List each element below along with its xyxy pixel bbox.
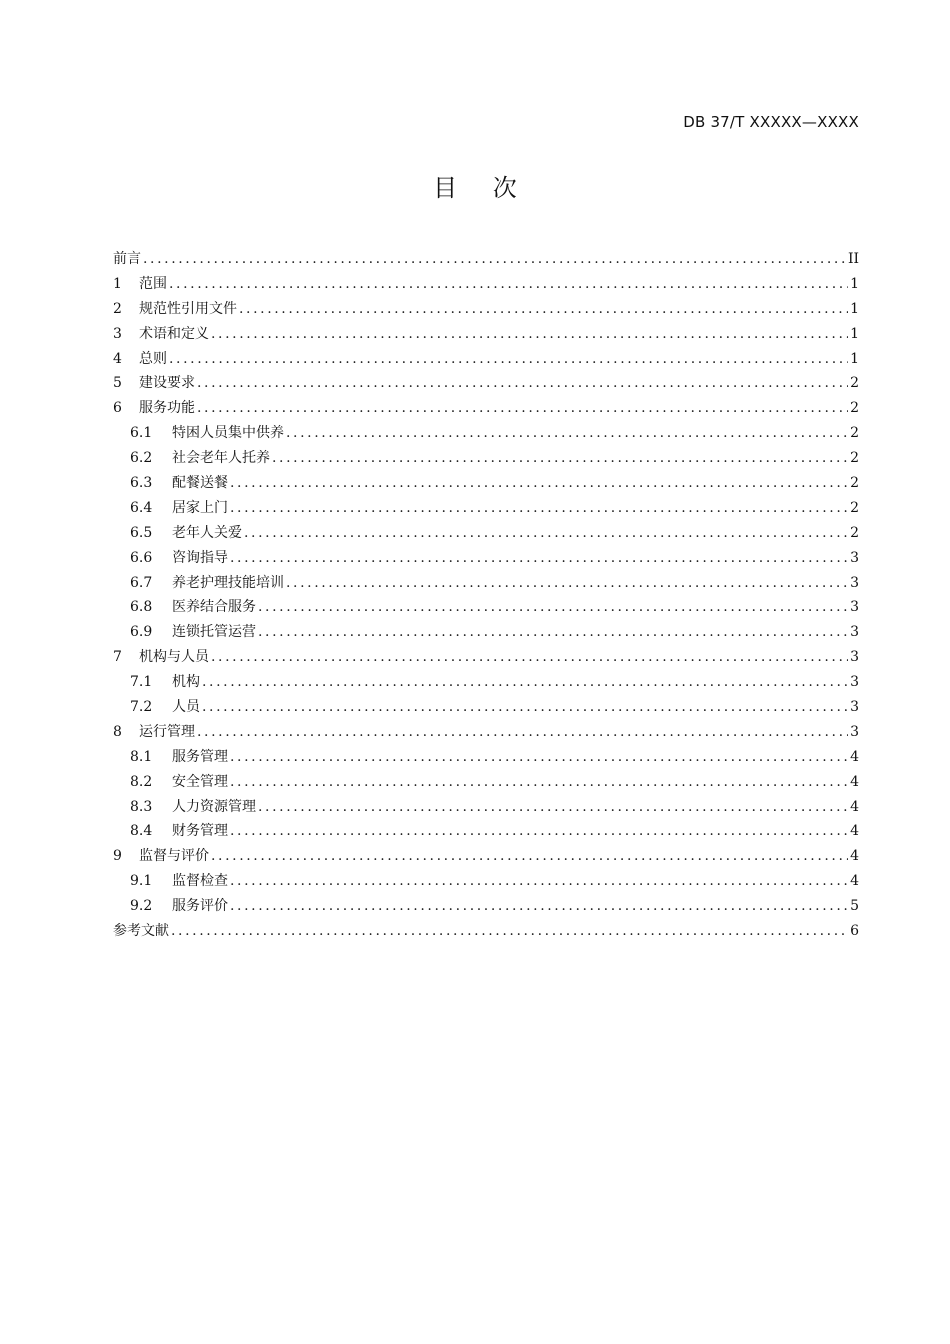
toc-dot-leader (169, 272, 848, 297)
toc-entry-label: 机构 (172, 674, 200, 691)
toc-entry-label: 建设要求 (139, 375, 195, 392)
toc-dot-leader (211, 844, 848, 869)
toc-entry[interactable] (113, 695, 859, 720)
toc-entry[interactable] (113, 620, 859, 645)
toc-entry-page-number: 3 (850, 549, 859, 566)
toc-entry-page-number: II (847, 251, 859, 267)
toc-entry-label: 咨询指导 (172, 549, 228, 566)
toc-entry-page-number: 2 (850, 375, 859, 392)
toc-entry-label: 老年人关爱 (172, 524, 242, 541)
toc-entry-label: 服务功能 (139, 400, 195, 417)
toc-entry-page-number: 3 (850, 624, 859, 641)
toc-entry-page-number: 2 (850, 475, 859, 492)
toc-dot-leader (230, 869, 848, 894)
toc-entry[interactable] (113, 869, 859, 894)
toc-entry[interactable] (113, 745, 859, 770)
toc-entry-number: 7 (113, 649, 122, 666)
toc-entry-number: 9 (113, 848, 122, 865)
toc-entry-label: 机构与人员 (139, 649, 209, 666)
toc-entry-label: 特困人员集中供养 (172, 425, 284, 442)
toc-entry-page-number: 4 (850, 848, 859, 865)
toc-entry-number: 8.3 (130, 798, 153, 815)
toc-entry-number: 8.2 (130, 773, 153, 790)
toc-dot-leader (258, 620, 848, 645)
toc-entry-number: 6.2 (130, 450, 153, 467)
toc-entry[interactable] (113, 919, 859, 944)
toc-entry-page-number: 2 (850, 524, 859, 541)
toc-dot-leader (230, 496, 848, 521)
toc-entry-number: 6.9 (130, 624, 153, 641)
toc-entry-page-number: 1 (850, 350, 859, 367)
toc-dot-leader (169, 347, 848, 372)
toc-entry-number: 5 (113, 375, 122, 392)
toc-entry-page-number: 3 (850, 699, 859, 716)
toc-entry-page-number: 2 (850, 450, 859, 467)
toc-dot-leader (202, 695, 848, 720)
toc-entry[interactable] (113, 297, 859, 322)
toc-title: 目 次 (433, 174, 531, 202)
toc-entry-label: 监督与评价 (139, 848, 209, 865)
toc-dot-leader (230, 770, 848, 795)
toc-dot-leader (230, 745, 848, 770)
toc-entry-label: 人员 (172, 699, 200, 716)
toc-dot-leader (197, 720, 848, 745)
toc-entry[interactable] (113, 670, 859, 695)
toc-entry-label: 运行管理 (139, 723, 195, 740)
toc-entry-page-number: 2 (850, 400, 859, 417)
toc-entry-label: 规范性引用文件 (139, 300, 237, 317)
toc-entry-page-number: 4 (850, 873, 859, 890)
toc-entry[interactable] (113, 595, 859, 620)
table-of-contents (113, 247, 859, 944)
toc-entry-number: 6.3 (130, 475, 153, 492)
toc-entry-label: 医养结合服务 (172, 599, 256, 616)
toc-entry-label: 范围 (139, 275, 167, 292)
toc-dot-leader (230, 894, 848, 919)
toc-dot-leader (286, 571, 848, 596)
toc-entry-number: 1 (113, 275, 122, 292)
toc-entry-page-number: 4 (850, 773, 859, 790)
toc-dot-leader (230, 546, 848, 571)
toc-entry-number: 4 (113, 350, 122, 367)
toc-dot-leader (143, 247, 846, 272)
toc-entry[interactable] (113, 645, 859, 670)
toc-entry[interactable] (113, 471, 859, 496)
toc-entry-number: 6.5 (130, 524, 153, 541)
toc-entry[interactable] (113, 819, 859, 844)
toc-entry[interactable] (113, 844, 859, 869)
toc-entry-page-number: 3 (850, 674, 859, 691)
toc-entry-page-number: 6 (850, 923, 859, 940)
toc-entry-page-number: 3 (850, 649, 859, 666)
toc-dot-leader (286, 421, 848, 446)
toc-entry-label: 服务管理 (172, 748, 228, 765)
toc-entry-number: 6.4 (130, 499, 153, 516)
toc-entry[interactable] (113, 571, 859, 596)
toc-entry[interactable] (113, 421, 859, 446)
toc-entry[interactable] (113, 720, 859, 745)
toc-entry-label: 配餐送餐 (172, 475, 228, 492)
toc-entry[interactable] (113, 347, 859, 372)
toc-entry-number: 9.2 (130, 898, 153, 915)
toc-entry[interactable] (113, 770, 859, 795)
toc-entry-page-number: 3 (850, 599, 859, 616)
toc-dot-leader (171, 919, 848, 944)
toc-entry[interactable] (113, 894, 859, 919)
toc-entry[interactable] (113, 322, 859, 347)
toc-entry-number: 8.1 (130, 748, 153, 765)
toc-entry-page-number: 2 (850, 499, 859, 516)
toc-dot-leader (197, 396, 848, 421)
toc-entry-page-number: 4 (850, 823, 859, 840)
toc-entry-number: 6.1 (130, 425, 153, 442)
toc-dot-leader (258, 595, 848, 620)
toc-entry-number: 6.7 (130, 574, 153, 591)
toc-entry-number: 9.1 (130, 873, 153, 890)
toc-entry-label: 连锁托管运营 (172, 624, 256, 641)
toc-entry-number: 8.4 (130, 823, 153, 840)
toc-dot-leader (272, 446, 848, 471)
toc-dot-leader (211, 645, 848, 670)
toc-entry-number: 7.1 (130, 674, 153, 691)
toc-entry[interactable] (113, 521, 859, 546)
toc-entry[interactable] (113, 795, 859, 820)
toc-entry[interactable] (113, 371, 859, 396)
toc-dot-leader (202, 670, 848, 695)
toc-dot-leader (258, 795, 848, 820)
toc-entry[interactable] (113, 247, 859, 272)
toc-entry-page-number: 1 (850, 325, 859, 342)
toc-entry-page-number: 3 (850, 723, 859, 740)
toc-entry-label: 财务管理 (172, 823, 228, 840)
toc-entry-label: 前言 (113, 251, 141, 267)
toc-entry-page-number: 1 (850, 275, 859, 292)
toc-entry-number: 6.8 (130, 599, 153, 616)
toc-dot-leader (230, 471, 848, 496)
toc-entry[interactable] (113, 496, 859, 521)
toc-entry[interactable] (113, 272, 859, 297)
toc-entry-page-number: 1 (850, 300, 859, 317)
toc-entry-label: 居家上门 (172, 499, 228, 516)
toc-entry-label: 总则 (139, 350, 167, 367)
toc-entry-label: 术语和定义 (139, 325, 209, 342)
toc-entry-label: 参考文献 (113, 923, 169, 940)
toc-entry-label: 监督检查 (172, 873, 228, 890)
toc-dot-leader (197, 371, 848, 396)
toc-entry-label: 社会老年人托养 (172, 450, 270, 467)
toc-entry-number: 6.6 (130, 549, 153, 566)
toc-entry[interactable] (113, 446, 859, 471)
toc-entry-number: 7.2 (130, 699, 153, 716)
toc-entry-label: 安全管理 (172, 773, 228, 790)
toc-dot-leader (211, 322, 848, 347)
toc-entry-page-number: 5 (850, 898, 859, 915)
toc-entry-label: 人力资源管理 (172, 798, 256, 815)
toc-entry-label: 服务评价 (172, 898, 228, 915)
toc-entry[interactable] (113, 546, 859, 571)
toc-entry-number: 3 (113, 325, 122, 342)
toc-dot-leader (230, 819, 848, 844)
toc-entry-page-number: 2 (850, 425, 859, 442)
toc-entry-number: 2 (113, 300, 122, 317)
toc-entry-number: 8 (113, 723, 122, 740)
toc-entry-number: 6 (113, 400, 122, 417)
toc-entry-label: 养老护理技能培训 (172, 574, 284, 591)
toc-entry[interactable] (113, 396, 859, 421)
toc-dot-leader (244, 521, 848, 546)
toc-entry-page-number: 4 (850, 798, 859, 815)
toc-entry-page-number: 3 (850, 574, 859, 591)
toc-entry-page-number: 4 (850, 748, 859, 765)
toc-dot-leader (239, 297, 848, 322)
document-code: DB 37/T XXXXX—XXXX (683, 113, 859, 131)
